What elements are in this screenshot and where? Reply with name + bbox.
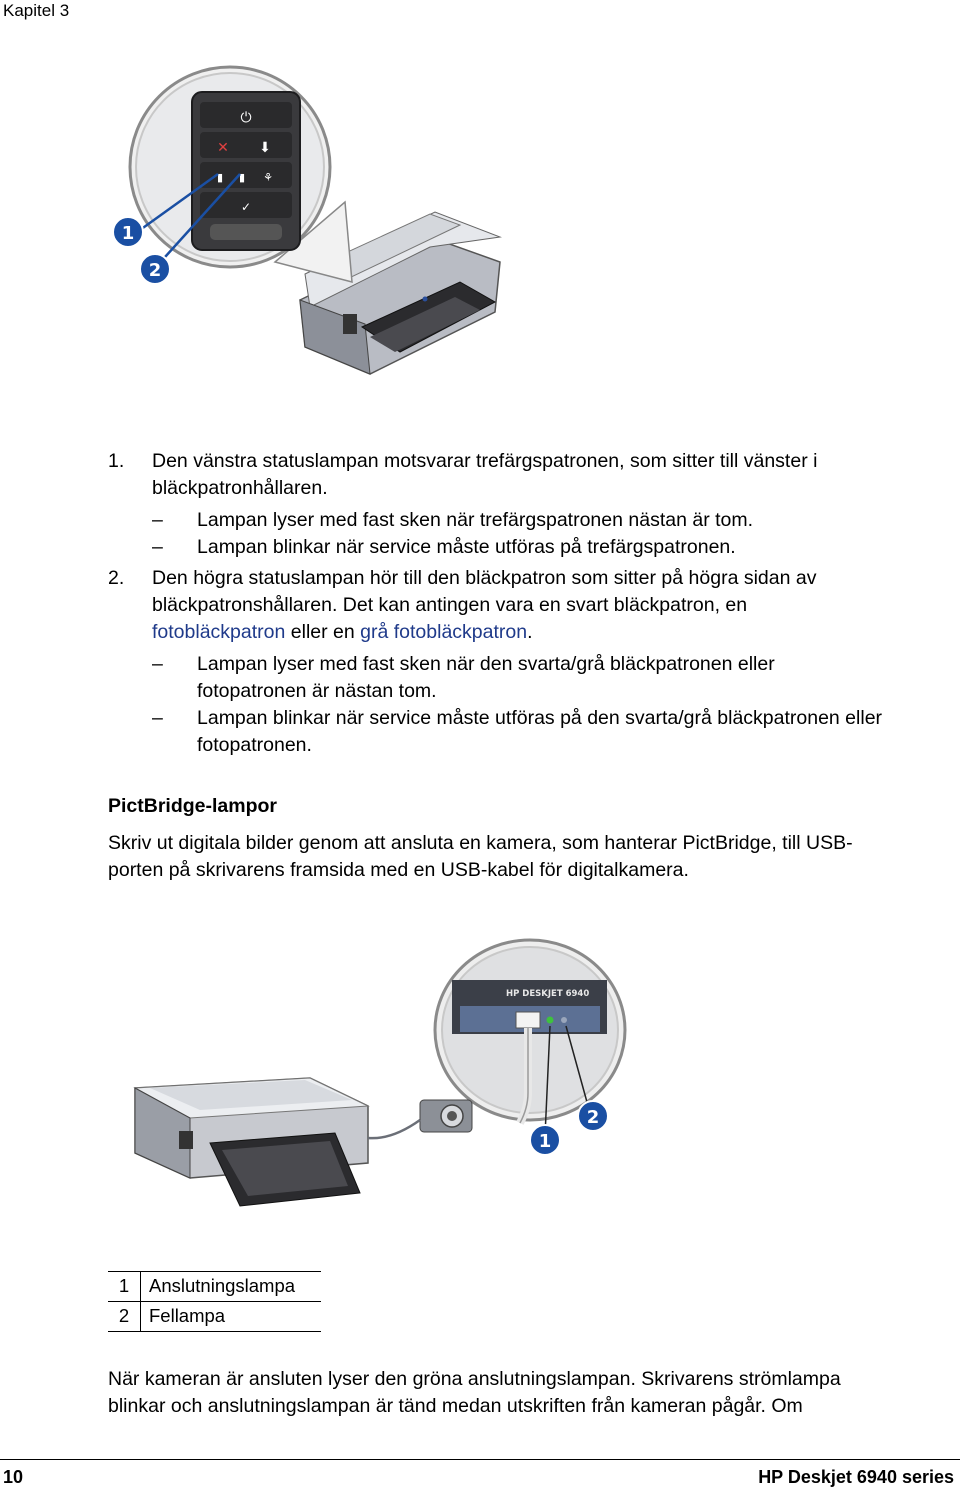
callout-2 [578,1101,608,1131]
section-para-line2: porten på skrivarens framsida med en USB-kabel för digitalkamera. [108,859,689,881]
bullet-dash: – [152,653,163,675]
chapter-header: Kapitel 3 [3,1,70,20]
list-item-2-line1: Den högra statuslampan hör till den bläckpatron som sitter på högra sidan av [152,567,817,589]
svg-text:▮: ▮ [238,171,246,184]
list-number-1: 1. [108,450,125,472]
callout-1 [530,1125,560,1155]
bullet-dash: – [152,536,163,558]
svg-text:2: 2 [586,1107,600,1128]
table-row [108,1272,321,1302]
list-item-2-line3: fotobläckpatron eller en grå fotobläckpatron. [152,621,533,643]
bullet-2a-line2: fotopatronen är nästan tom. [197,680,437,702]
link-fotoblackpatron[interactable]: fotobläckpatron [152,621,286,643]
svg-text:1: 1 [121,223,135,244]
legend-table [108,1271,321,1332]
bullet-2b-line2: fotopatronen. [197,734,312,756]
svg-text:✕: ✕ [217,140,229,156]
legend-num: 2 [108,1302,141,1332]
footer-rule [0,1459,960,1460]
figure-pictbridge [130,928,630,1258]
page-number: 10 [3,1467,24,1487]
list-item-2-line2: bläckpatronshållaren. Det kan antingen vara en svart bläckpatron, en [152,594,748,616]
list-item-1-line1: Den vänstra statuslampan motsvarar trefärgspatronen, som sitter till vänster i [152,450,818,472]
link-gra-fotoblackpatron[interactable]: grå fotobläckpatron [360,621,528,643]
section-heading: PictBridge-lampor [108,795,278,817]
closing-line1: När kameran är ansluten lyser den gröna anslutningslampan. Skrivarens strömlampa [108,1368,841,1390]
legend-num: 1 [108,1272,141,1302]
panel-label: HP DESKJET 6940 [506,989,590,999]
svg-text:⚘: ⚘ [263,171,273,184]
svg-text:⬇: ⬇ [259,140,271,156]
callout-2 [140,254,170,284]
svg-text:⏻: ⏻ [240,110,252,126]
bullet-1b: Lampan blinkar när service måste utföras på trefärgspatronen. [197,536,736,558]
bullet-dash: – [152,509,163,531]
table-row [108,1302,321,1332]
svg-text:1: 1 [538,1131,552,1152]
svg-text:▮: ▮ [216,171,224,184]
section-para-line1: Skriv ut digitala bilder genom att ansluta en kamera, som hanterar PictBridge, till USB- [108,832,853,854]
svg-text:2: 2 [148,260,162,281]
legend-label: Fellampa [141,1302,322,1332]
bullet-2b-line1: Lampan blinkar när service måste utföras på den svarta/grå bläckpatronen eller [197,707,883,729]
bullet-1a: Lampan lyser med fast sken när trefärgspatronen nästan är tom. [197,509,754,531]
callout-1 [113,217,143,247]
bullet-dash: – [152,707,163,729]
product-name: HP Deskjet 6940 series [758,1467,954,1487]
list-item-1-line2: bläckpatronhållaren. [152,477,328,499]
closing-line2: blinkar och anslutningslampan är tänd medan utskriften från kameran pågår. Om [108,1395,803,1417]
svg-text:✓: ✓ [240,200,252,214]
list-number-2: 2. [108,567,125,589]
figure-status-lights [100,62,520,397]
legend-label: Anslutningslampa [141,1272,322,1302]
bullet-2a-line1: Lampan lyser med fast sken när den svarta/grå bläckpatronen eller [197,653,775,675]
